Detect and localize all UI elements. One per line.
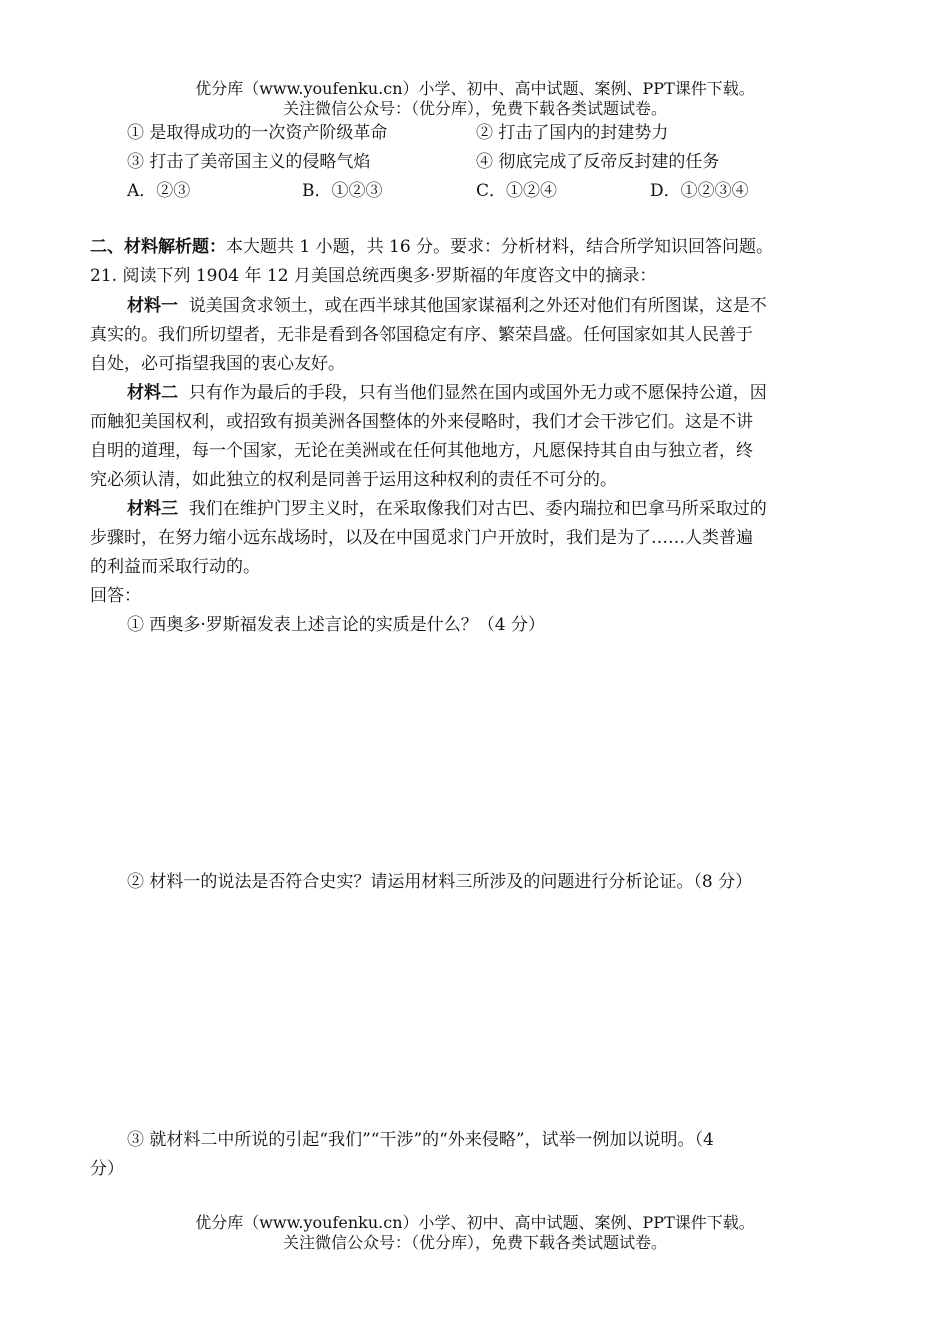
statement-3: ③ 打击了美帝国主义的侵略气焰 (127, 152, 371, 172)
material-2-line-4: 究必须认清，如此独立的权利是同善于运用这种权利的责任不可分的。 (90, 470, 617, 490)
sub-question-1: ① 西奥多·罗斯福发表上述言论的实质是什么？（4 分） (127, 615, 546, 635)
material-2-line-3: 自明的道理，每一个国家，无论在美洲或在任何其他地方，凡愿保持其自由与独立者，终 (90, 441, 753, 461)
material-1-text-1: 说美国贪求领土，或在西半球其他国家谋福利之外还对他们有所图谋，这是不 (188, 296, 767, 316)
header-line-1: 优分库（www.youfenku.cn）小学、初中、高中试题、案例、PPT课件下载。 (195, 79, 755, 98)
footer-line-1: 优分库（www.youfenku.cn）小学、初中、高中试题、案例、PPT课件下载。 (195, 1213, 755, 1232)
material-2-label: 材料二 (127, 383, 178, 403)
sub-question-3-cont: 分） (90, 1159, 124, 1179)
material-3-line-2: 步骤时，在努力缩小远东战场时，以及在中国觅求门户开放时，我们是为了……人类普遍 (90, 528, 753, 548)
header-line-2: 关注微信公众号：（优分库），免费下载各类试题试卷。 (282, 99, 667, 118)
material-1-line-1 (127, 295, 767, 317)
material-1-line-3: 自处，必可指望我国的衷心友好。 (90, 354, 345, 374)
footer-line-2: 关注微信公众号：（优分库），免费下载各类试题试卷。 (282, 1233, 667, 1252)
section-title: 二、材料解析题： (90, 237, 226, 257)
material-2-line-2: 而触犯美国权利，或招致有损美洲各国整体的外来侵略时，我们才会干涉它们。这是不讲 (90, 412, 753, 432)
sub-question-3: ③ 就材料二中所说的引起“我们”“干涉”的“外来侵略”，试举一例加以说明。（4 (127, 1130, 714, 1150)
material-3-line-3: 的利益而采取行动的。 (90, 557, 260, 577)
material-2-line-1 (127, 382, 767, 404)
material-3-label: 材料三 (127, 499, 178, 519)
material-3-line-1 (127, 498, 767, 520)
statement-4: ④ 彻底完成了反帝反封建的任务 (476, 152, 720, 172)
option-d: D．①②③④ (650, 181, 749, 201)
section-heading (90, 236, 773, 258)
statement-1: ① 是取得成功的一次资产阶级革命 (127, 123, 388, 143)
option-c: C．①②④ (476, 181, 558, 201)
answer-label: 回答： (90, 586, 141, 606)
material-3-text-1: 我们在维护门罗主义时，在采取像我们对古巴、委内瑞拉和巴拿马所采取过的 (188, 499, 767, 519)
statement-2: ② 打击了国内的封建势力 (476, 123, 669, 143)
option-b: B．①②③ (302, 181, 383, 201)
material-2-text-1: 只有作为最后的手段，只有当他们显然在国内或国外无力或不愿保持公道，因 (188, 383, 767, 403)
section-description: 本大题共 1 小题，共 16 分。要求：分析材料，结合所学知识回答问题。 (226, 237, 774, 257)
material-1-label: 材料一 (127, 296, 178, 316)
option-a: A．②③ (127, 181, 191, 201)
question-21-intro: 21. 阅读下列 1904 年 12 月美国总统西奥多·罗斯福的年度咨文中的摘录： (90, 266, 657, 286)
material-1-line-2: 真实的。我们所切望者，无非是看到各邻国稳定有序、繁荣昌盛。任何国家如其人民善于 (90, 325, 753, 345)
sub-question-2: ② 材料一的说法是否符合史实？请运用材料三所涉及的问题进行分析论证。（8 分） (127, 872, 753, 892)
